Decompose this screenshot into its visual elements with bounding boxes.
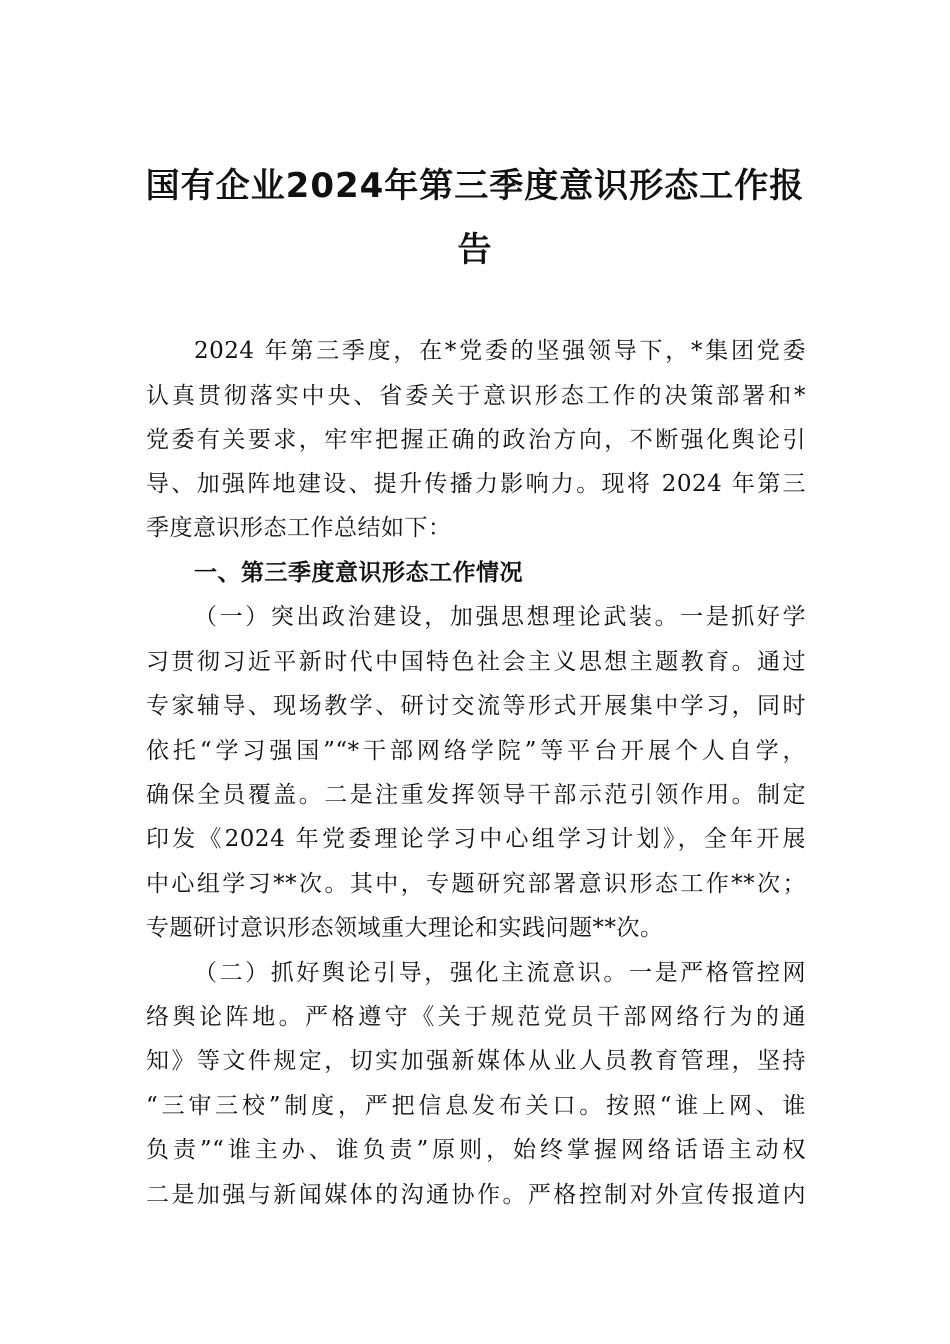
paragraph-line: 季度意识形态工作总结如下： <box>146 515 452 541</box>
section-heading: 一、第三季度意识形态工作情况 <box>194 560 523 586</box>
paragraph-line: 认真贯彻落实中央、省委关于意识形态工作的决策部署和* <box>146 383 806 409</box>
document-title-line-2: 告 <box>457 230 493 270</box>
paragraph-line: 导、加强阵地建设、提升传播力影响力。现将 2024 年第三 <box>146 471 806 497</box>
paragraph-line: 习贯彻习近平新时代中国特色社会主义思想主题教育。通过 <box>146 649 806 675</box>
paragraph-line: 络舆论阵地。严格遵守《关于规范党员干部网络行为的通 <box>146 1004 806 1030</box>
paragraph-line: 知》等文件规定，切实加强新媒体从业人员教育管理，坚持 <box>146 1048 806 1074</box>
paragraph-line: 专题研讨意识形态领域重大理论和实践问题**次。 <box>146 915 664 941</box>
paragraph-line: 印发《2024 年党委理论学习中心组学习计划》，全年开展 <box>146 826 806 852</box>
paragraph-line: 党委有关要求，牢牢把握正确的政治方向，不断强化舆论引 <box>146 427 806 453</box>
paragraph-line: 2024 年第三季度，在*党委的坚强领导下，*集团党委 <box>194 338 806 364</box>
paragraph-line: 专家辅导、现场教学、研讨交流等形式开展集中学习，同时 <box>146 693 806 719</box>
paragraph-line: （二）抓好舆论引导，强化主流意识。一是严格管控网 <box>194 960 806 986</box>
paragraph-line: 负责”“谁主办、谁负责”原则，始终掌握网络话语主动权 <box>146 1137 806 1163</box>
paragraph-line: 二是加强与新闻媒体的沟通协作。严格控制对外宣传报道内 <box>146 1182 806 1208</box>
paragraph-line: 中心组学习**次。其中，专题研究部署意识形态工作**次； <box>146 871 806 897</box>
paragraph-line: “三审三校”制度，严把信息发布关口。按照“谁上网、谁 <box>146 1093 806 1119</box>
document-title-line-1: 国有企业2024年第三季度意识形态工作报 <box>145 166 805 206</box>
paragraph-line: 依托“学习强国”“*干部网络学院”等平台开展个人自学， <box>146 738 806 764</box>
paragraph-line: 确保全员覆盖。二是注重发挥领导干部示范引领作用。制定 <box>146 782 806 808</box>
paragraph-line: （一）突出政治建设，加强思想理论武装。一是抓好学 <box>194 604 806 630</box>
